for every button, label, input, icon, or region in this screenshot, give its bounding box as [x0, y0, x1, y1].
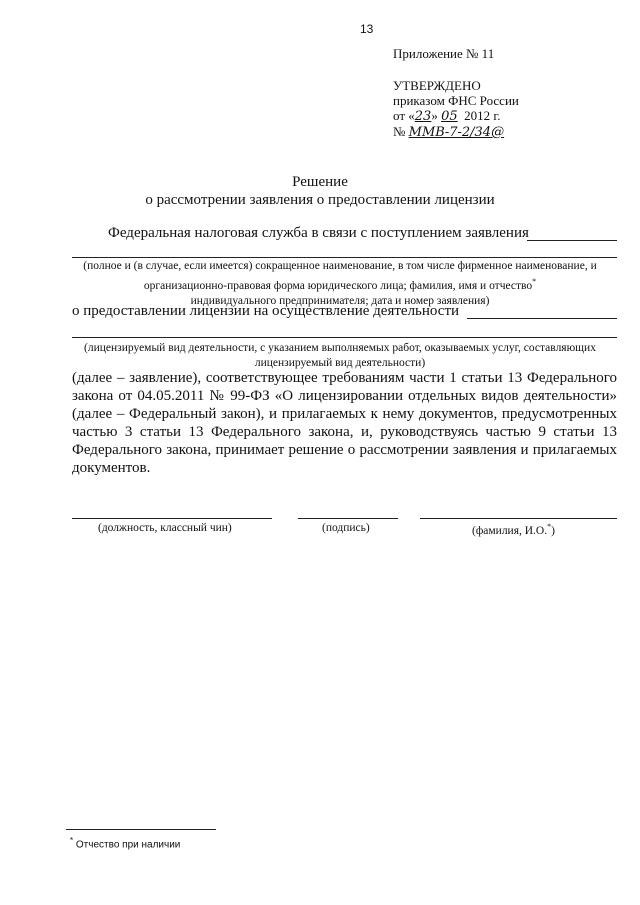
- document-subtitle: о рассмотрении заявления о предоставлении лицензии: [145, 192, 495, 208]
- applicant-line-label: Федеральная налоговая служба в связи с поступлением заявления: [108, 225, 529, 241]
- approval-date-month: 05: [441, 109, 458, 124]
- applicant-blank-1[interactable]: [527, 240, 617, 241]
- approval-order: приказом ФНС России: [393, 93, 519, 108]
- name-signature-line[interactable]: [420, 518, 617, 519]
- approval-number-value: ММВ-7-2/34@: [408, 125, 505, 140]
- approval-block: [393, 78, 519, 140]
- activity-blank-2[interactable]: [72, 337, 617, 338]
- footnote-divider: [66, 829, 216, 830]
- approval-heading: УТВЕРЖДЕНО: [393, 78, 481, 93]
- approval-number: № ММВ-7-2/34@: [393, 124, 505, 140]
- page-number: 13: [360, 22, 374, 36]
- activity-hint: (лицензируемый вид деятельности, с указанием выполняемых работ, оказываемых услуг, составляющих лицензируемый вид деятельности): [84, 342, 596, 369]
- applicant-blank-2[interactable]: [72, 257, 617, 258]
- appendix-label: Приложение № 11: [393, 46, 495, 61]
- footnote: * Отчество при наличии: [70, 836, 181, 851]
- approval-date: от «23» 05 2012 г.: [393, 108, 501, 124]
- activity-line-label: о предоставлении лицензии на осуществление деятельности: [72, 303, 460, 319]
- name-label: (фамилия, И.О.*): [472, 522, 555, 537]
- applicant-hint: (полное и (в случае, если имеется) сокращенное наименование, в том числе фирменное наименование, и организационно-правовая форма юридического лица; фамилия, имя и отчество* индивидуального предпринимателя; дата и номер заявления): [83, 260, 597, 307]
- position-label: (должность, классный чин): [98, 522, 232, 534]
- position-signature-line[interactable]: [72, 518, 272, 519]
- decision-body: (далее – заявление), соответствующее требованиям части 1 статьи 13 Федерального закона от 04.05.2011 № 99-ФЗ «О лицензировании отдельных видов деятельности» (далее – Федеральный закон), и прилагаемых к нему документов, предусмотренных частью 3 статьи 13 Федерального закона, и, руководствуясь частью 9 статьи 13 Федерального закона, принимает решение о рассмотрении заявления и прилагаемых документов.: [72, 370, 617, 476]
- approval-date-day: 23: [414, 109, 432, 124]
- signature-label: (подпись): [322, 522, 370, 534]
- signature-line[interactable]: [298, 518, 398, 519]
- document-title: Решение: [292, 174, 348, 190]
- activity-blank-1[interactable]: [467, 318, 617, 319]
